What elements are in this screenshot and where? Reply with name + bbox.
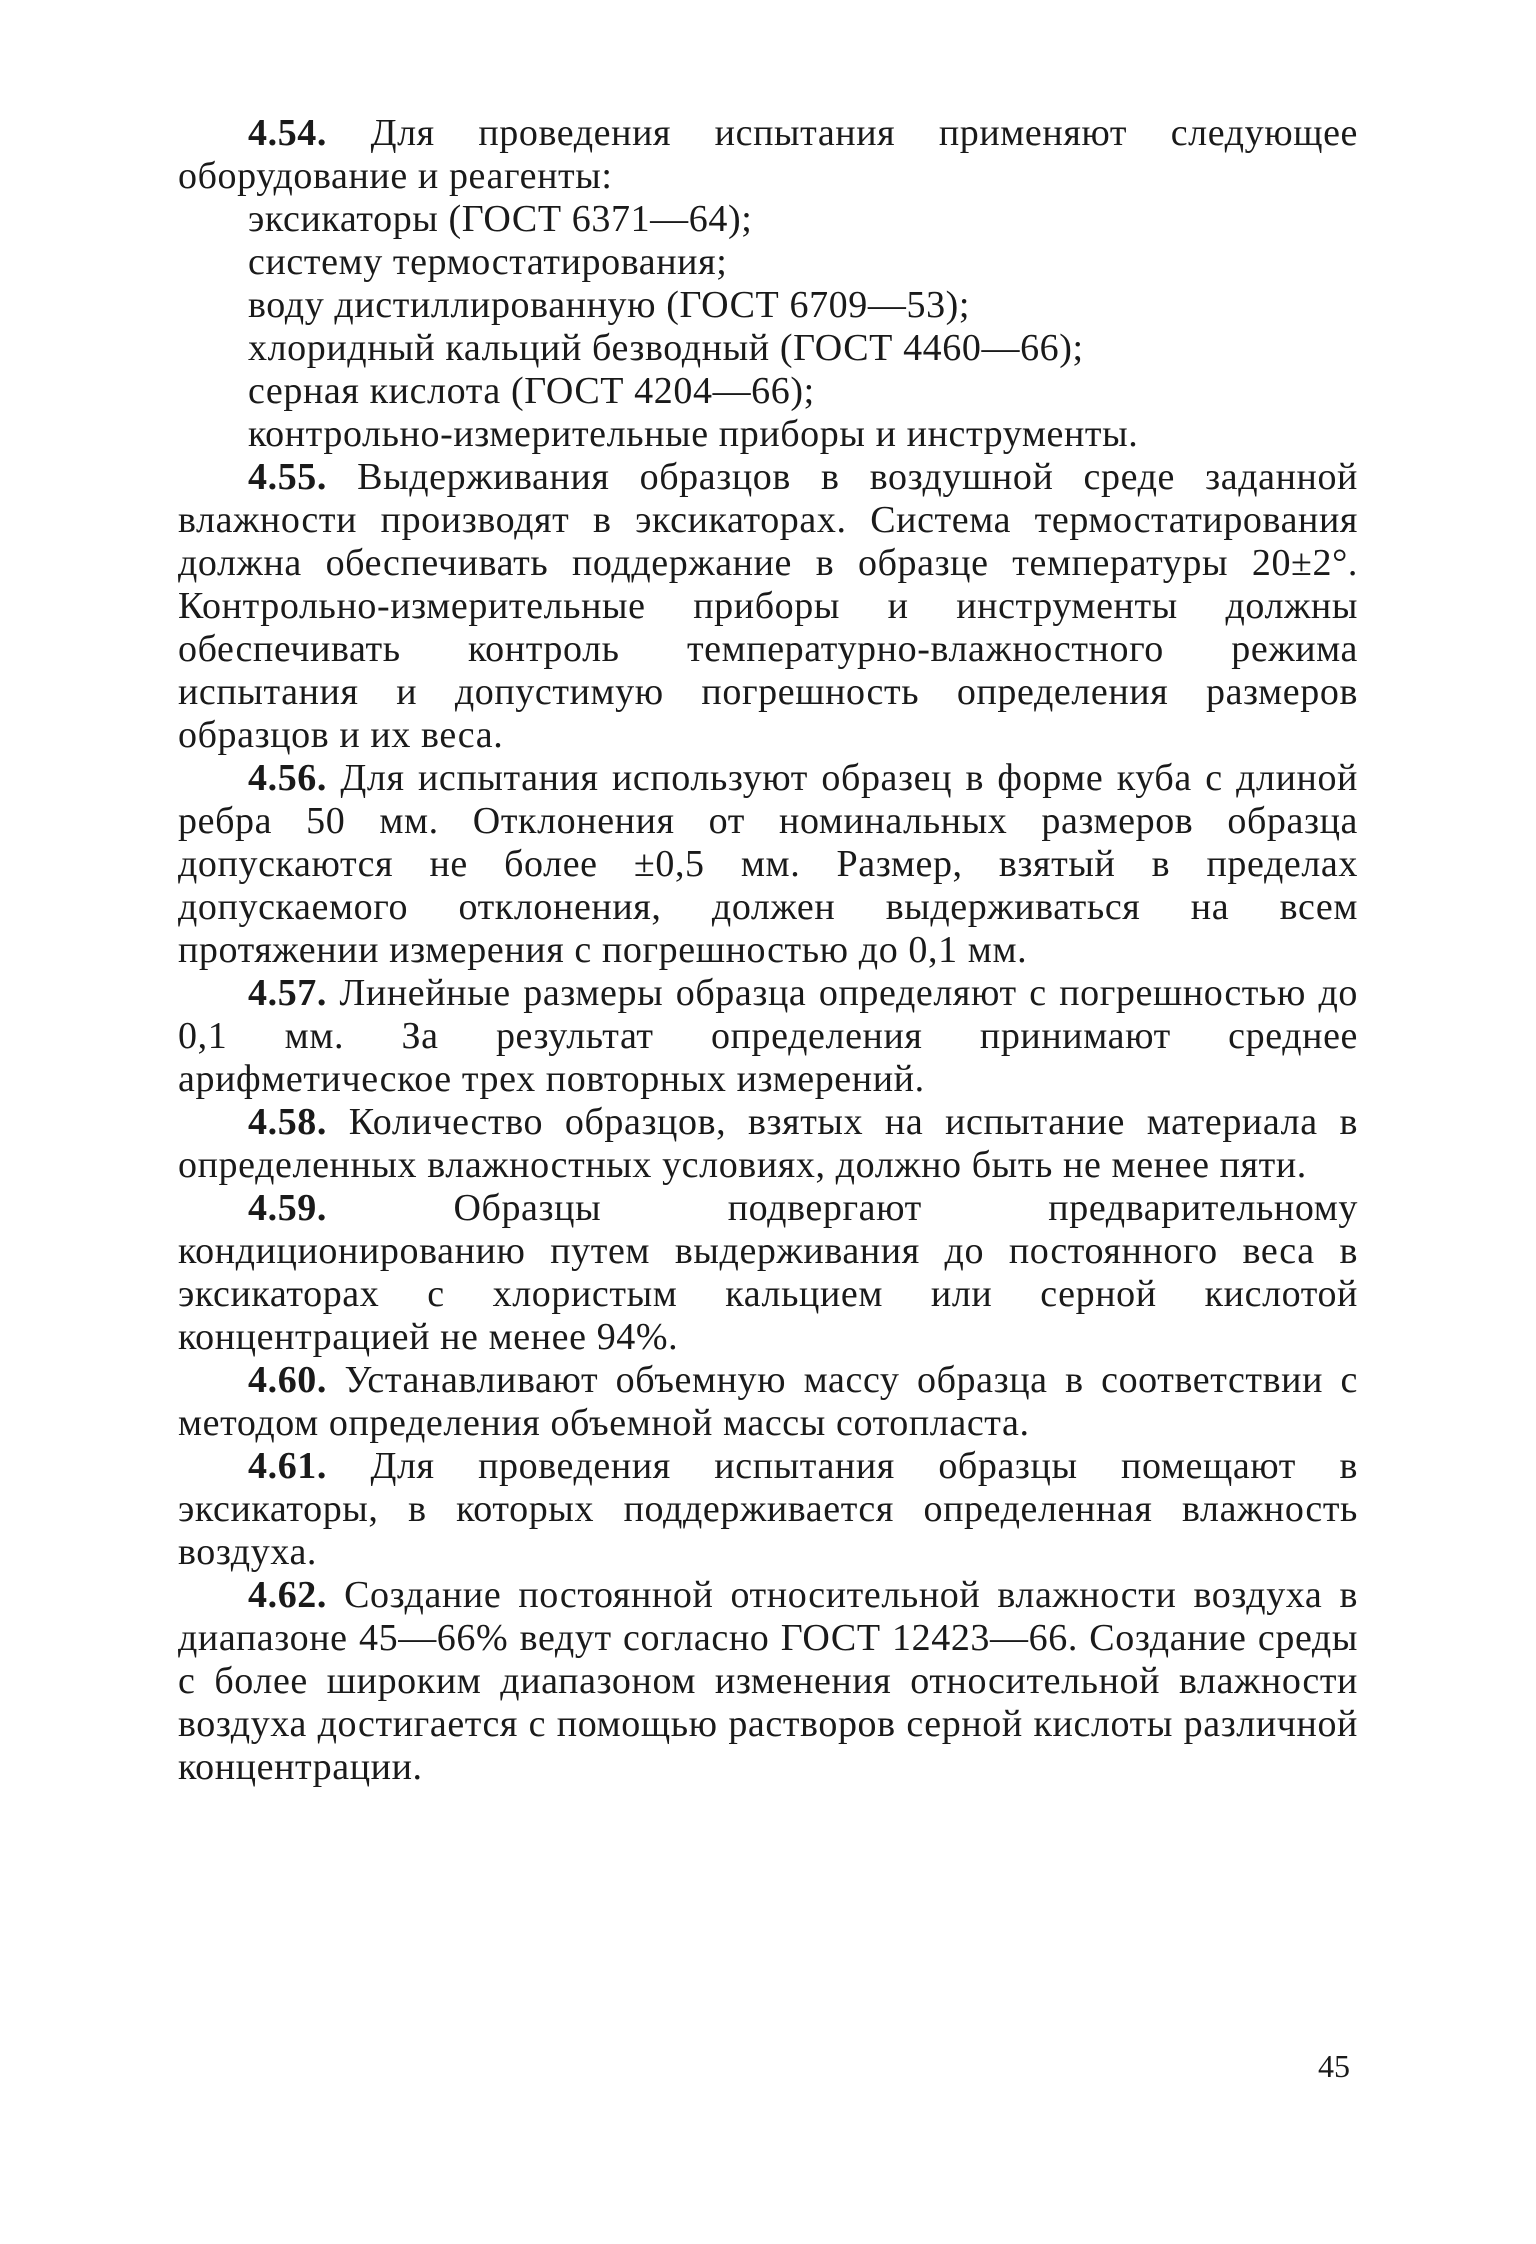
paragraph-4-62: [178, 1574, 1358, 1789]
list-item: эксикаторы (ГОСТ 6371—64);: [248, 198, 753, 240]
paragraph-4-57: [178, 972, 1358, 1101]
list-item: хлоридный кальций безводный (ГОСТ 4460—66);: [248, 327, 1084, 369]
paragraph-text: Образцы подвергают предварительному кондиционированию путем выдерживания до постоянного веса в эксикаторах с хлористым кальцием или серной кислотой концентрацией не менее 94%.: [178, 1187, 1358, 1358]
paragraph-number: 4.62.: [248, 1574, 327, 1616]
paragraph-text: Линейные размеры образца определяют с погрешностью до 0,1 мм. За результат определения принимают среднее арифметическое трех повторных измерений.: [178, 972, 1358, 1100]
paragraph-text: Для проведения испытания применяют следующее оборудование и реагенты:: [178, 112, 1358, 197]
paragraph-4-59: [178, 1187, 1358, 1359]
list-item: контрольно-измерительные приборы и инструменты.: [248, 413, 1139, 455]
paragraph-text: Для испытания используют образец в форме куба с длиной ребра 50 мм. Отклонения от номинальных размеров образца допускаются не более ±0,5 мм. Размер, взятый в пределах допускаемого отклонения, должен выдерживаться на всем протяжении измерения с погрешностью до 0,1 мм.: [178, 757, 1358, 971]
paragraph-4-61: [178, 1445, 1358, 1574]
paragraph-4-55: [178, 456, 1358, 757]
paragraph-4-58: [178, 1101, 1358, 1187]
paragraph-text: Создание постоянной относительной влажности воздуха в диапазоне 45—66% ведут согласно ГОСТ 12423—66. Создание среды с более широким диапазоном изменения относительной влажности воздуха достигается с помощью растворов серной кислоты различной концентрации.: [178, 1574, 1358, 1788]
list-item: воду дистиллированную (ГОСТ 6709—53);: [248, 284, 971, 326]
paragraph-text: Для проведения испытания образцы помещают в эксикаторы, в которых поддерживается определенная влажность воздуха.: [178, 1445, 1358, 1573]
paragraph-4-60: [178, 1359, 1358, 1445]
list-item: систему термостатирования;: [248, 241, 728, 283]
paragraph-text: Выдерживания образцов в воздушной среде заданной влажности производят в эксикаторах. Система термостатирования должна обеспечивать поддержание в образце температуры 20±2°. Контрольно-измерительные приборы и инструменты должны обеспечивать контроль температурно-влажностного режима испытания и допустимую погрешность определения размеров образцов и их веса.: [178, 456, 1358, 756]
page-number: 45: [1318, 2048, 1350, 2084]
paragraph-number: 4.59.: [248, 1187, 327, 1229]
paragraph-number: 4.61.: [248, 1445, 327, 1487]
paragraph-text: Устанавливают объемную массу образца в соответствии с методом определения объемной массы сотопласта.: [178, 1359, 1358, 1444]
paragraph-4-56: [178, 757, 1358, 972]
paragraph-number: 4.55.: [248, 456, 327, 498]
document-page: [178, 112, 1358, 1789]
paragraph-number: 4.54.: [248, 112, 327, 154]
paragraph-4-54: [178, 112, 1358, 198]
paragraph-text: Количество образцов, взятых на испытание материала в определенных влажностных условиях, должно быть не менее пяти.: [178, 1101, 1358, 1186]
list-item: серная кислота (ГОСТ 4204—66);: [248, 370, 815, 412]
paragraph-number: 4.60.: [248, 1359, 327, 1401]
paragraph-number: 4.58.: [248, 1101, 327, 1143]
equipment-list: [178, 198, 1358, 456]
paragraph-number: 4.56.: [248, 757, 327, 799]
paragraph-number: 4.57.: [248, 972, 327, 1014]
